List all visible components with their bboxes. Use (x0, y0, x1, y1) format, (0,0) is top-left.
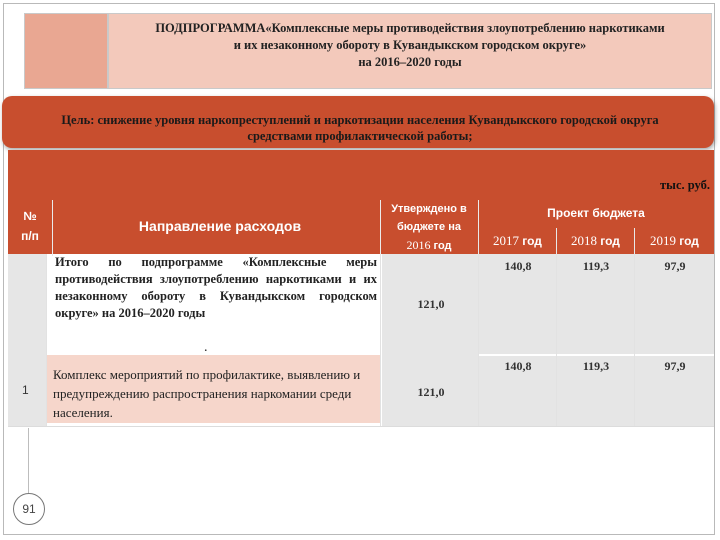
header-row-number (8, 206, 52, 246)
row-1-2017: 140,8 (504, 259, 532, 273)
header-approved-line-3 (384, 236, 474, 255)
title-line-3: на 2016–2020 годы (358, 55, 462, 69)
page-title (108, 13, 712, 89)
row-2-2017: 140,8 (504, 359, 532, 373)
row-2-2018: 119,3 (582, 359, 610, 373)
year-word: год (600, 234, 620, 248)
column-line (46, 254, 47, 426)
column-line (478, 254, 479, 426)
header-approved-line-2: бюджете на (397, 221, 461, 233)
year-word: год (679, 234, 699, 248)
column-line (380, 254, 381, 426)
header-approved-line-1: Утверждено в (391, 203, 467, 215)
column-line (634, 254, 635, 426)
year-word: год (522, 234, 542, 248)
index-column-bg (8, 254, 46, 426)
row-2-approved-2016: 121,0 (417, 385, 445, 399)
header-year-2019 (634, 228, 714, 254)
row-1-trailing-mark: . (204, 340, 208, 355)
title-line-1: ПОДПРОГРАММА«Комплексные меры противодействия злоупотреблению наркотиками (155, 21, 665, 35)
title-line-2: и их незаконному обороту в Кувандыкском городском округе» (233, 38, 587, 52)
header-approved-year-word: год (433, 240, 452, 252)
header-project-budget: Проект бюджета (547, 206, 645, 220)
goal-line-1: Цель: снижение уровня наркопреступлений и наркотизации населения Кувандыкского городской округа (61, 113, 659, 127)
header-divider (52, 200, 53, 256)
goal-line-2: средствами профилактической работы; (247, 129, 473, 143)
column-line (556, 254, 557, 426)
year-value: 2018 (571, 233, 598, 248)
header-year-2017 (478, 228, 556, 254)
table-bottom-rule (8, 426, 714, 427)
currency-unit: тыс. руб. (660, 178, 710, 192)
row-2-2019: 97,9 (664, 359, 686, 373)
header-number-sign: № (23, 209, 37, 223)
header-approved-year: 2016 (406, 238, 431, 252)
header-direction: Направление расходов (138, 218, 302, 234)
page-number: 91 (13, 493, 45, 525)
year-value: 2017 (493, 233, 520, 248)
year-value: 2019 (650, 233, 677, 248)
row-1-description: Итого по подпрограмме «Комплексные меры противодействия злоупотреблению наркотиками и их незаконному обороту в Кувандыкском городском округе» на 2016–2020 годы (55, 255, 377, 320)
row-2-description: Комплекс мероприятий по профилактике, выявлению и предупреждению распространения наркомании среди населения. (53, 367, 361, 420)
row-2-index: 1 (22, 383, 29, 397)
title-accent-block (24, 13, 108, 89)
header-number-abbr: п/п (21, 229, 39, 243)
header-divider (380, 200, 381, 256)
page-number-connector (28, 428, 29, 494)
header-year-2018 (556, 228, 634, 254)
row-1-2019: 97,9 (664, 259, 686, 273)
approved-column-bg (382, 254, 478, 426)
header-approved (384, 200, 474, 255)
goal-statement (10, 112, 710, 144)
row-1-2018: 119,3 (582, 259, 610, 273)
row-1-approved-2016: 121,0 (417, 297, 445, 311)
